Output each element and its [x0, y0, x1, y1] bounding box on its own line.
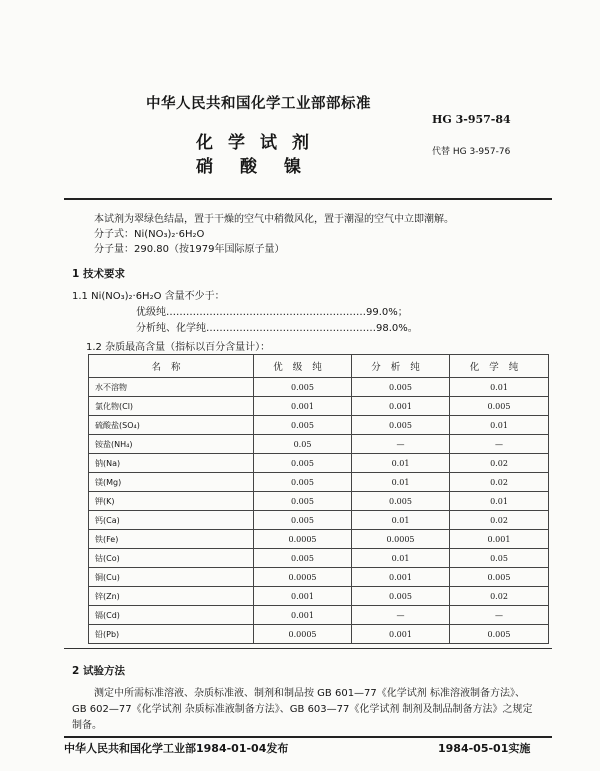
issue-date: 中华人民共和国化学工业部1984-01-04发布 — [64, 742, 289, 755]
replaces-standard: 代替 HG 3-957-76 — [432, 147, 511, 157]
cell-gr: 0.0005 — [254, 625, 352, 644]
product-name: 硝酸镍 — [196, 157, 328, 177]
cell-cp: 0.001 — [450, 530, 549, 549]
row-name: 镉(Cd) — [89, 606, 254, 625]
table-row — [89, 397, 549, 416]
section-2-heading: 2 试验方法 — [72, 665, 125, 677]
cell-gr: 0.05 — [254, 435, 352, 454]
intro-description: 本试剂为翠绿色结晶，置于干燥的空气中稍微风化，置于潮湿的空气中立即潮解。 — [94, 214, 454, 225]
method-text-line-2: GB 602—77《化学试剂 杂质标准液制备方法》、GB 603—77《化学试剂 制剂及制品制备方法》之规定 — [72, 704, 533, 715]
cell-gr: 0.0005 — [254, 530, 352, 549]
cell-ar: 0.005 — [352, 492, 450, 511]
cell-ar: 0.001 — [352, 568, 450, 587]
cell-gr: 0.001 — [254, 606, 352, 625]
cell-ar: 0.005 — [352, 378, 450, 397]
table-row — [89, 625, 549, 644]
table-row — [89, 435, 549, 454]
table-row — [89, 378, 549, 397]
cell-ar: 0.01 — [352, 454, 450, 473]
cell-gr: 0.005 — [254, 378, 352, 397]
cell-cp: 0.01 — [450, 378, 549, 397]
row-name: 锌(Zn) — [89, 587, 254, 606]
cell-gr: 0.0005 — [254, 568, 352, 587]
section-1-heading: 1 技术要求 — [72, 268, 125, 280]
cell-ar: — — [352, 435, 450, 454]
row-name: 镁(Mg) — [89, 473, 254, 492]
table-row — [89, 454, 549, 473]
cell-ar: 0.0005 — [352, 530, 450, 549]
cell-cp: 0.05 — [450, 549, 549, 568]
footer-divider — [64, 736, 552, 738]
header-name: 名称 — [89, 355, 254, 378]
table-row — [89, 587, 549, 606]
cell-cp: 0.005 — [450, 397, 549, 416]
cell-cp: 0.02 — [450, 511, 549, 530]
cell-ar: 0.001 — [352, 397, 450, 416]
header-ar: 分析纯 — [352, 355, 450, 378]
standard-number: HG 3-957-84 — [432, 113, 511, 126]
row-name: 铵盐(NH₄) — [89, 435, 254, 454]
clause-1-1: 1.1 Ni(NO₃)₂·6H₂O 含量不少于： — [72, 291, 225, 302]
cell-cp: 0.01 — [450, 416, 549, 435]
grade-guaranteed-reagent: 优级纯……………………………………………………99.0%； — [136, 307, 408, 318]
header-gr: 优级纯 — [254, 355, 352, 378]
row-name: 氯化物(Cl) — [89, 397, 254, 416]
top-divider — [64, 198, 552, 200]
table-row — [89, 549, 549, 568]
cell-gr: 0.005 — [254, 492, 352, 511]
cell-ar: 0.001 — [352, 625, 450, 644]
cell-cp: 0.01 — [450, 492, 549, 511]
cell-cp: 0.02 — [450, 587, 549, 606]
method-text-line-3: 制备。 — [72, 720, 102, 731]
molecular-formula: 分子式：Ni(NO₃)₂·6H₂O — [94, 229, 205, 240]
row-name: 铁(Fe) — [89, 530, 254, 549]
row-name: 钾(K) — [89, 492, 254, 511]
cell-cp: — — [450, 435, 549, 454]
cell-ar: 0.005 — [352, 587, 450, 606]
header-cp: 化学纯 — [450, 355, 549, 378]
cell-ar: 0.01 — [352, 473, 450, 492]
cell-cp: 0.005 — [450, 568, 549, 587]
cell-gr: 0.005 — [254, 549, 352, 568]
row-name: 钠(Na) — [89, 454, 254, 473]
table-row — [89, 606, 549, 625]
impurity-table — [88, 354, 549, 644]
cell-gr: 0.005 — [254, 416, 352, 435]
cell-gr: 0.001 — [254, 397, 352, 416]
row-name: 铅(Pb) — [89, 625, 254, 644]
cell-cp: 0.02 — [450, 454, 549, 473]
table-row — [89, 568, 549, 587]
table-header-row — [89, 355, 549, 378]
table-row — [89, 473, 549, 492]
molecular-weight: 分子量：290.80（按1979年国际原子量） — [94, 244, 285, 255]
cell-gr: 0.005 — [254, 473, 352, 492]
row-name: 水不溶物 — [89, 378, 254, 397]
cell-ar: 0.005 — [352, 416, 450, 435]
row-name: 钙(Ca) — [89, 511, 254, 530]
document-category: 化学试剂 — [196, 133, 324, 153]
organization-title: 中华人民共和国化学工业部部标准 — [146, 96, 371, 112]
table-row — [89, 492, 549, 511]
cell-ar: 0.01 — [352, 511, 450, 530]
grade-analytical-chemical: 分析纯、化学纯……………………………………………98.0%。 — [136, 323, 418, 334]
cell-gr: 0.005 — [254, 454, 352, 473]
method-text-line-1: 测定中所需标准溶液、杂质标准液、制剂和制品按 GB 601—77《化学试剂 标准溶液制备方法》、 — [94, 688, 525, 699]
table-row — [89, 530, 549, 549]
cell-cp: — — [450, 606, 549, 625]
cell-ar: — — [352, 606, 450, 625]
row-name: 硫酸盐(SO₄) — [89, 416, 254, 435]
clause-1-2: 1.2 杂质最高含量（指标以百分含量计）： — [86, 342, 271, 353]
table-row — [89, 511, 549, 530]
cell-cp: 0.02 — [450, 473, 549, 492]
cell-gr: 0.005 — [254, 511, 352, 530]
row-name: 钴(Co) — [89, 549, 254, 568]
cell-cp: 0.005 — [450, 625, 549, 644]
table-row — [89, 416, 549, 435]
effective-date: 1984-05-01实施 — [438, 742, 531, 755]
cell-ar: 0.01 — [352, 549, 450, 568]
row-name: 铜(Cu) — [89, 568, 254, 587]
table-bottom-divider — [64, 648, 552, 649]
cell-gr: 0.001 — [254, 587, 352, 606]
